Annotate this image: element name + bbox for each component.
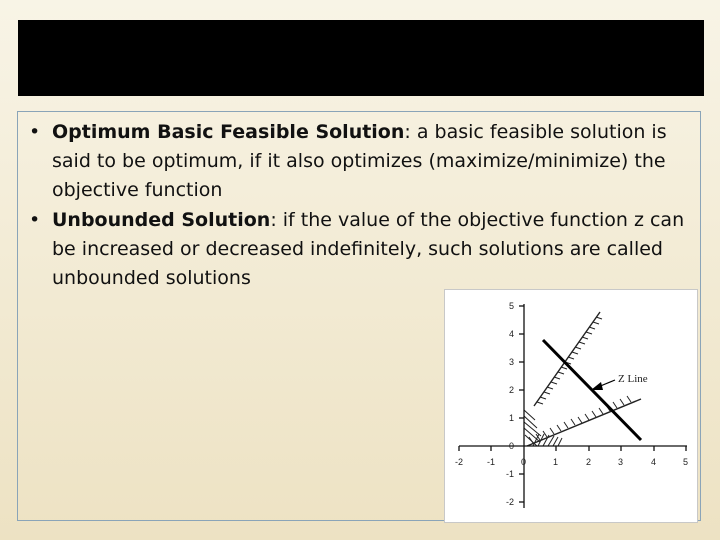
axes — [459, 304, 687, 508]
bullet-item-optimum — [20, 118, 700, 205]
y-tick-label: 0 — [509, 441, 515, 451]
bullet-dot-icon: • — [29, 209, 41, 231]
bullet-item-unbounded — [20, 206, 700, 293]
z-line-arrow-icon — [591, 380, 615, 390]
y-tick-label: -1 — [506, 469, 515, 479]
bullet-list — [20, 118, 700, 294]
bullet-dot-icon: • — [29, 121, 41, 143]
title-bar — [18, 20, 704, 96]
x-tick-label: 4 — [651, 457, 657, 467]
x-tick-label: 5 — [683, 457, 689, 467]
x-tick-label: -1 — [487, 457, 496, 467]
y-tick-label: 1 — [509, 413, 515, 423]
x-tick-label: 3 — [618, 457, 624, 467]
y-tick-label: 3 — [509, 357, 515, 367]
x-tick-labels — [455, 457, 688, 467]
z-line-label: Z Line — [618, 373, 648, 385]
x-tick-label: 2 — [586, 457, 592, 467]
figure-svg — [445, 290, 697, 522]
x-tick-label: 1 — [553, 457, 559, 467]
bullet-term: Unbounded Solution — [52, 209, 271, 231]
x-tick-label: 0 — [521, 457, 527, 467]
y-tick-label: 2 — [509, 385, 515, 395]
bullet-term: Optimum Basic Feasible Solution — [52, 121, 405, 143]
y-tick-label: 4 — [509, 329, 515, 339]
x-tick-label: -2 — [455, 457, 464, 467]
hatch-origin-region — [524, 410, 562, 446]
y-tick-label: 5 — [509, 301, 515, 311]
y-tick-labels — [506, 301, 514, 507]
bullet-text: : if the value of the objective function z can be increased or decreased indefinitely, such solutions are called unbounded solutions — [52, 209, 685, 289]
bullet-text: : a basic feasible solution is said to be optimum, if it also optimizes (maximize/minimize) the objective function — [52, 121, 667, 201]
y-tick-label: -2 — [506, 497, 515, 507]
unbounded-region-figure — [444, 289, 698, 523]
